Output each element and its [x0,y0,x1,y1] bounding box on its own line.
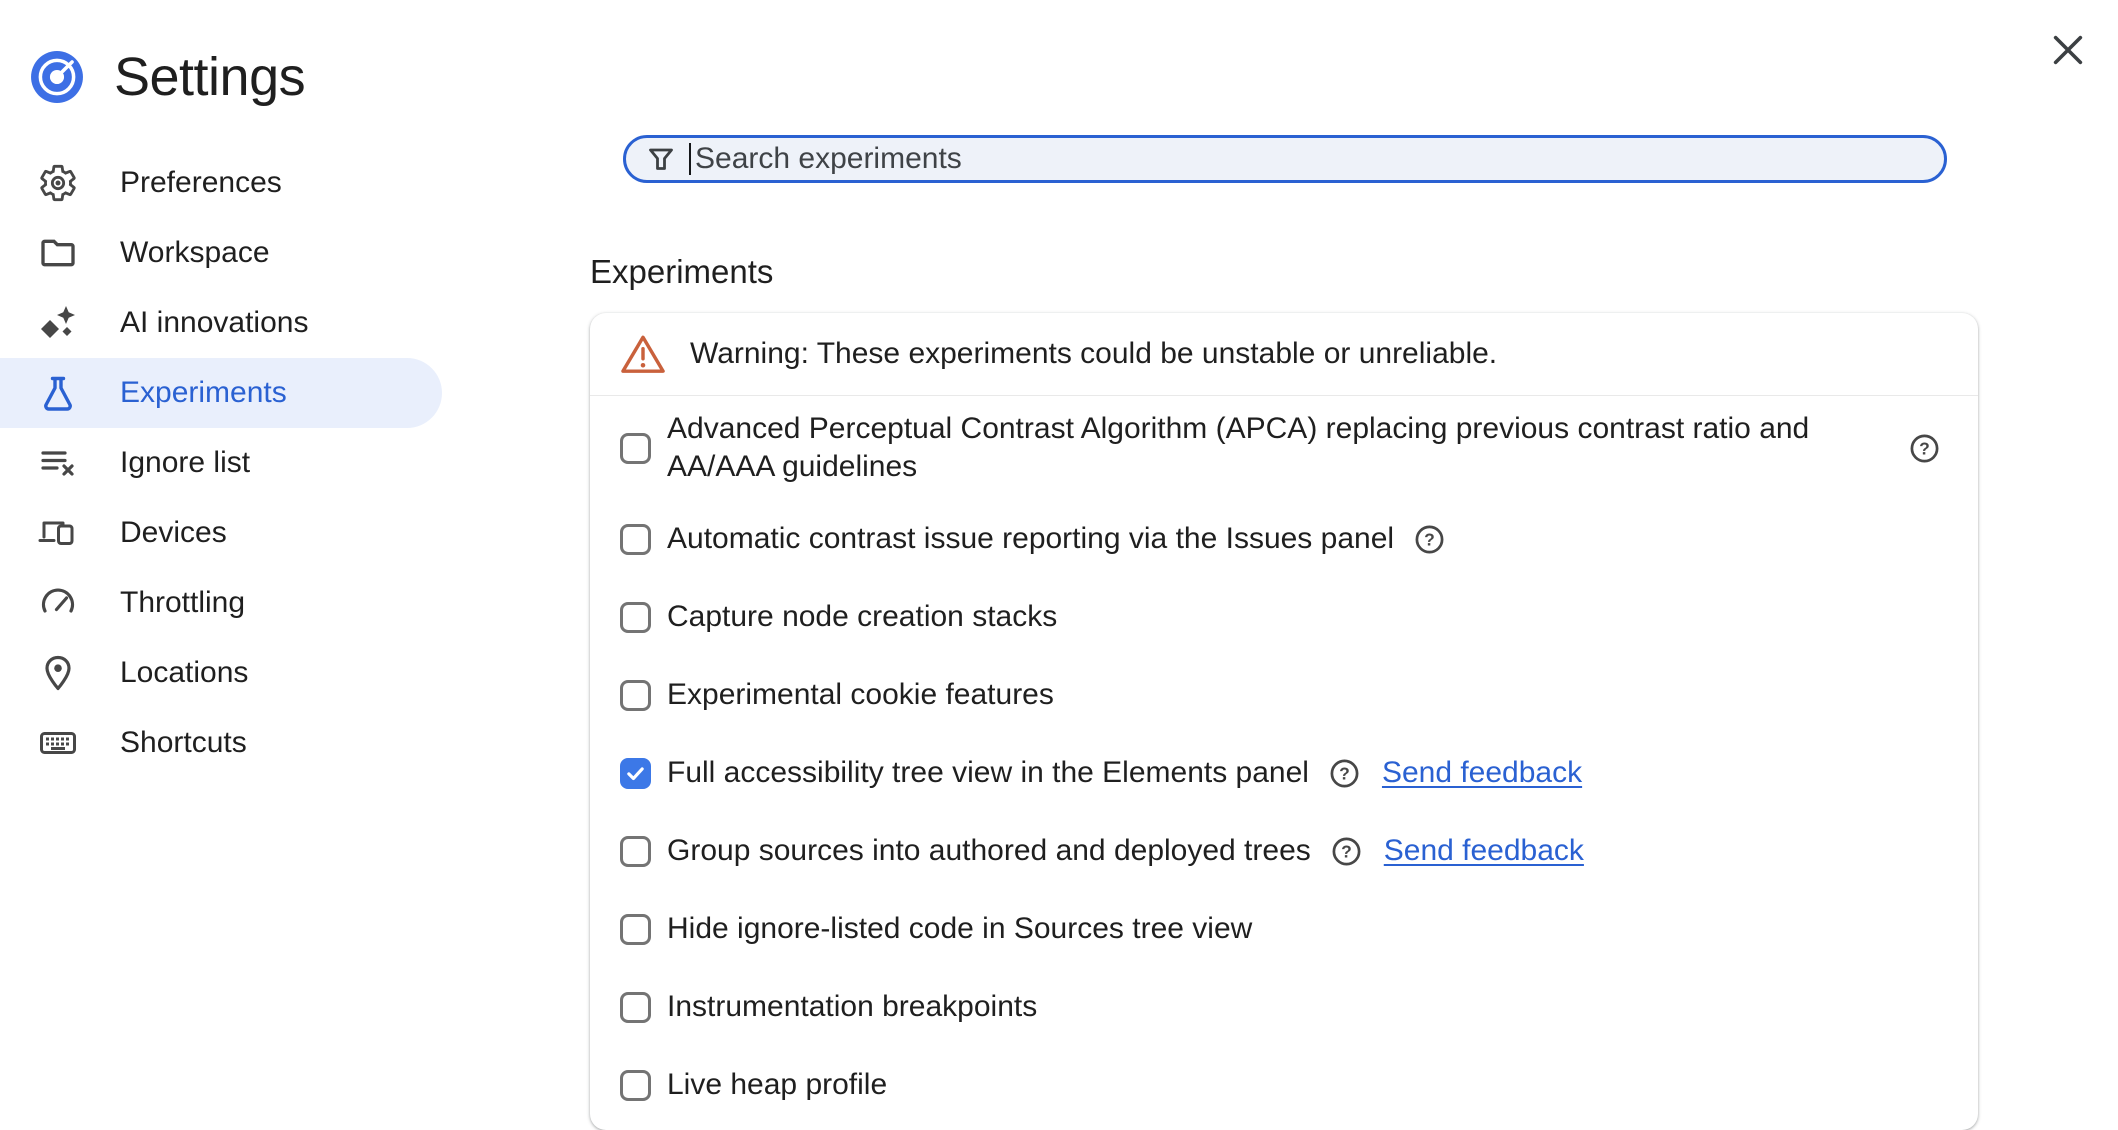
sidebar-item-throttling[interactable] [0,568,442,638]
warning-banner [590,313,1978,395]
sidebar-item-label: Locations [120,656,249,689]
sidebar-item-label: Shortcuts [120,726,247,759]
sidebar-item-label: AI innovations [120,306,309,339]
experiment-row [590,396,1978,500]
keyboard-icon [38,723,78,763]
experiment-row [590,1046,1978,1124]
experiment-checkbox[interactable] [620,992,651,1023]
experiment-row [590,500,1978,578]
experiment-checkbox[interactable] [620,836,651,867]
help-icon[interactable] [1414,524,1445,555]
help-icon[interactable] [1329,758,1360,789]
experiment-label[interactable]: Live heap profile [667,1068,888,1101]
sidebar-item-workspace[interactable] [0,218,442,288]
experiment-checkbox[interactable] [620,680,651,711]
experiment-row [590,734,1978,812]
checkmark-icon [623,761,648,786]
experiment-row [590,968,1978,1046]
search-box [623,135,1947,183]
help-icon[interactable] [1331,836,1362,867]
experiment-checkbox[interactable] [620,524,651,555]
experiment-label[interactable]: Automatic contrast issue reporting via the Issues panel [667,522,1395,555]
experiment-row [590,890,1978,968]
sidebar-item-label: Preferences [120,166,282,199]
main-content [590,0,1982,1130]
sidebar-item-preferences[interactable] [0,148,442,218]
help-icon[interactable] [1909,433,1940,464]
devtools-logo-icon [30,50,84,104]
settings-header [30,47,306,107]
experiment-checkbox[interactable] [620,758,651,789]
svg-text:?: ? [1340,840,1352,861]
page-title: Settings [114,47,306,107]
close-button[interactable] [2048,30,2088,70]
folder-icon [38,233,78,273]
send-feedback-link[interactable]: Send feedback [1381,756,1583,789]
svg-text:?: ? [1919,437,1930,458]
section-heading: Experiments [590,253,774,290]
experiment-checkbox[interactable] [620,1070,651,1101]
svg-text:?: ? [1424,528,1435,549]
sidebar-item-experiments[interactable] [0,358,442,428]
sidebar-item-locations[interactable] [0,638,442,708]
send-feedback-link[interactable]: Send feedback [1383,834,1584,867]
experiment-checkbox[interactable] [620,433,651,464]
sidebar-item-shortcuts[interactable] [0,708,442,778]
experiments-list [590,396,1978,1124]
speedometer-icon [38,583,78,623]
sidebar-item-ai-innovations[interactable] [0,288,442,358]
experiment-label[interactable]: Full accessibility tree view in the Elements panel [667,756,1309,789]
close-icon [2050,32,2086,68]
experiment-row [590,812,1978,890]
experiment-label[interactable]: Advanced Perceptual Contrast Algorithm (APCA) replacing previous contrast ratio and AA/AAA guidelines [667,412,1810,483]
sidebar-item-label: Throttling [120,586,246,619]
experiment-checkbox[interactable] [620,914,651,945]
flask-icon [38,373,78,413]
sidebar-item-label: Devices [120,516,227,549]
experiment-label[interactable]: Experimental cookie features [667,678,1054,711]
devices-icon [38,513,78,553]
sidebar-item-label: Ignore list [120,446,251,479]
warning-icon [620,333,666,375]
gear-icon [38,163,78,203]
sidebar-item-devices[interactable] [0,498,442,568]
experiment-label[interactable]: Group sources into authored and deployed trees [667,834,1311,867]
sidebar-item-ignore-list[interactable] [0,428,442,498]
filter-icon [646,144,676,174]
experiment-label[interactable]: Hide ignore-listed code in Sources tree view [667,912,1253,945]
experiment-label[interactable]: Instrumentation breakpoints [667,990,1038,1023]
location-pin-icon [38,653,78,693]
svg-text:?: ? [1339,762,1350,783]
experiment-row [590,656,1978,734]
experiment-row [590,578,1978,656]
search-input[interactable] [691,142,1924,176]
warning-text: Warning: These experiments could be unstable or unreliable. [690,337,1498,370]
ignore-list-icon [38,443,78,483]
sidebar-item-label: Experiments [120,376,287,409]
ai-sparkle-icon [38,303,78,343]
settings-sidebar [0,148,442,778]
sidebar-item-label: Workspace [120,236,270,269]
experiments-card [590,313,1978,1130]
experiment-label[interactable]: Capture node creation stacks [667,600,1058,633]
experiment-checkbox[interactable] [620,602,651,633]
